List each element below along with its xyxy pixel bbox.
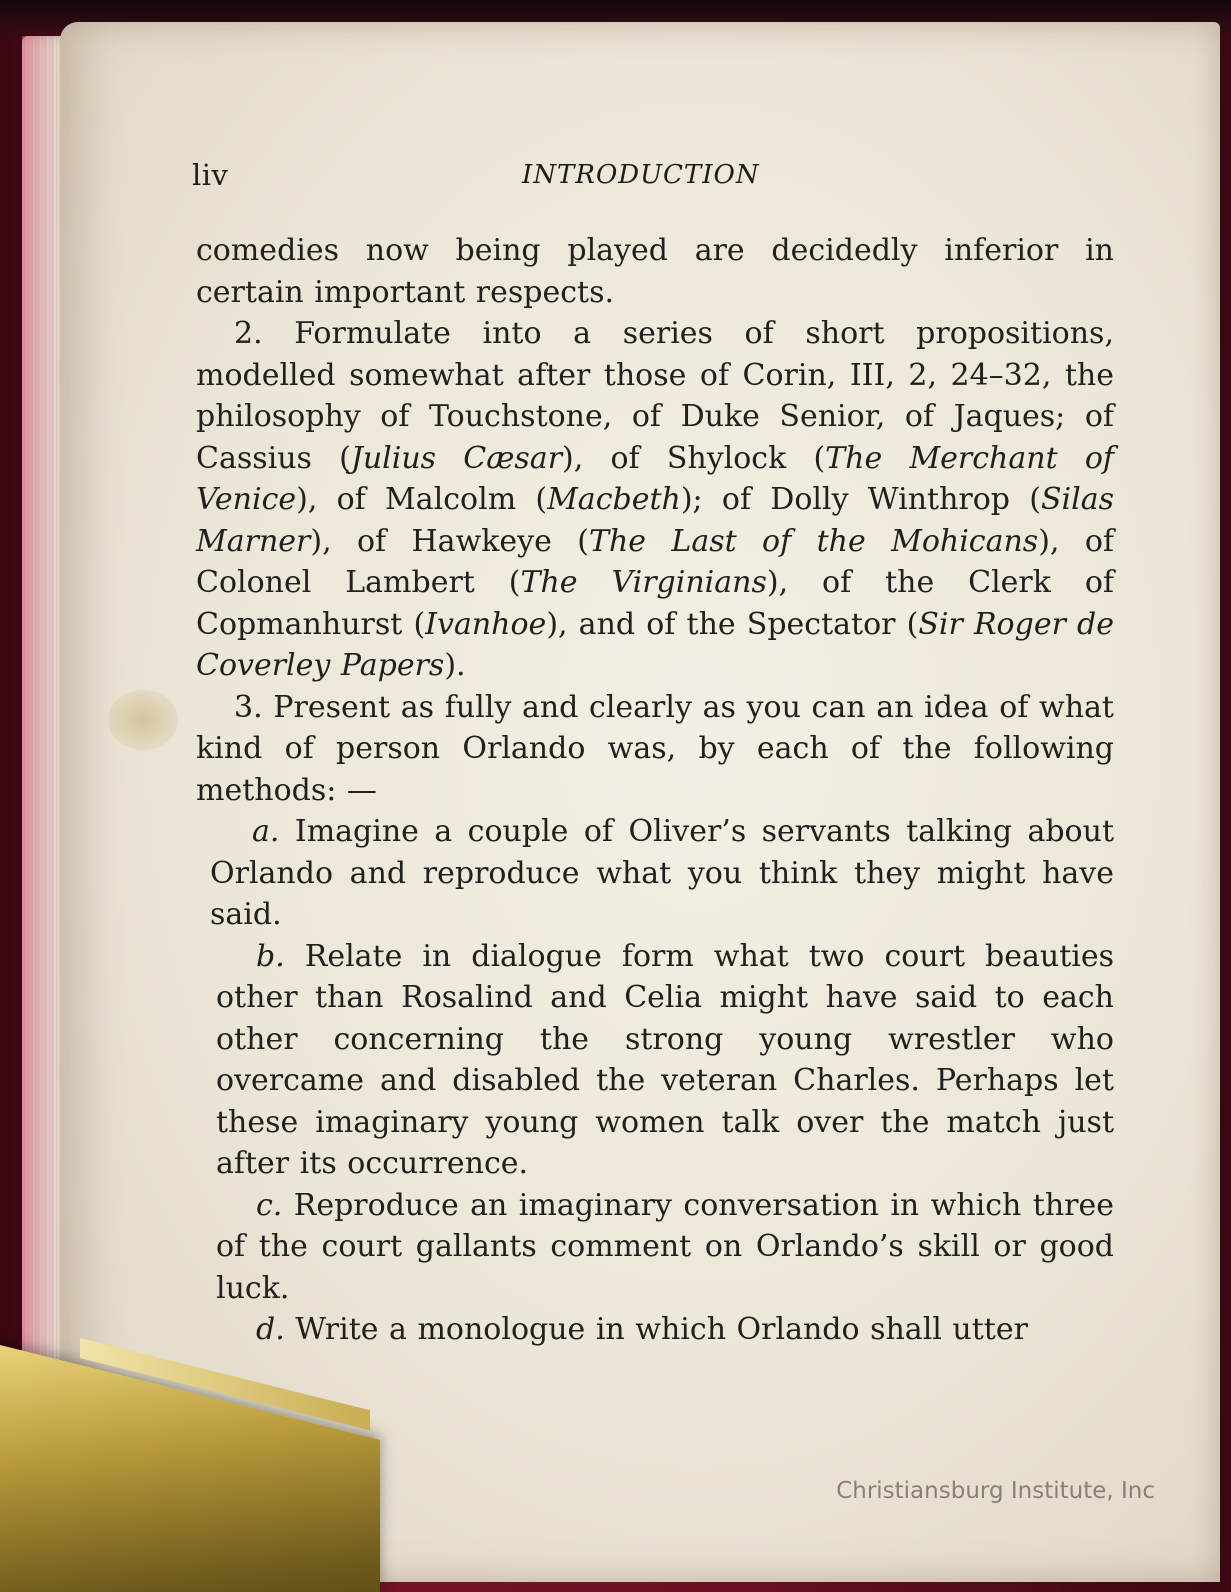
text-run: ), of Shylock ( xyxy=(562,440,826,476)
item-text: Reproduce an imaginary conversation in which three of the court gallants comment on Orlando’s skill or good luck. xyxy=(216,1187,1114,1306)
text-run: ), of the Clerk of Copmanhurst ( xyxy=(196,565,1115,642)
text-run: ). xyxy=(444,648,466,683)
item-text: Imagine a couple of Oliver’s servants talking about Orlando and reproduce what you think they might have said. xyxy=(210,814,1114,932)
paragraph-3: 3. Present as fully and clearly as you can an idea of what kind of person Orlando was, by each of the following methods: — xyxy=(196,689,1114,808)
item-label: a. xyxy=(252,814,280,849)
body-text xyxy=(196,230,1114,1351)
text-run: ), and of the Spectator ( xyxy=(546,606,919,642)
title-last-of-the-mohicans: The Last of the Mohicans xyxy=(588,523,1039,559)
text-run: ), of Colonel Lambert ( xyxy=(196,523,1114,600)
title-silas-marner: Silas Marner xyxy=(196,482,1114,559)
title-merchant-of-venice: The Merchant of Venice xyxy=(196,440,1114,517)
page-stain xyxy=(108,690,178,750)
title-macbeth: Macbeth xyxy=(547,482,681,517)
text-run: ); of Dolly Winthrop ( xyxy=(680,482,1041,517)
item-text: Write a monologue in which Orlando shall utter xyxy=(284,1312,1028,1347)
running-head: INTRODUCTION xyxy=(522,160,760,190)
page-number: liv xyxy=(192,158,229,192)
text-run: ), of Hawkeye ( xyxy=(310,523,589,559)
item-c xyxy=(196,1185,1114,1310)
item-d xyxy=(196,1309,1114,1351)
item-label: c. xyxy=(256,1187,283,1223)
paragraph-2 xyxy=(196,313,1114,687)
watermark: Christiansburg Institute, Inc xyxy=(836,1478,1155,1504)
title-ivanhoe: Ivanhoe xyxy=(425,606,547,642)
title-julius-caesar: Julius Cæsar xyxy=(350,440,563,476)
text-run: 2. Formulate into a series of short propositions, modelled somewhat after those of Corin, III, 2, 24–32, the philosophy of Touchstone, of Duke Senior, of Jaques; of Cassius ( xyxy=(196,316,1114,476)
item-a xyxy=(196,811,1114,936)
item-label: d. xyxy=(256,1312,285,1347)
item-b xyxy=(196,936,1114,1185)
item-text: Relate in dialogue form what two court beauties other than Rosalind and Celia might have said to each other concerning the strong young wrestler who overcame and disabled the veteran Charles. Perhaps let these imaginary young women talk over the match just after its occurrence. xyxy=(216,938,1114,1181)
title-coverley-papers: Sir Roger de Coverley Papers xyxy=(196,606,1115,683)
title-the-virginians: The Virginians xyxy=(520,565,767,600)
text-run: ), of Malcolm ( xyxy=(296,482,548,517)
item-label: b. xyxy=(256,938,285,974)
paragraph-continuation: comedies now being played are decidedly inferior in certain important respects. xyxy=(196,233,1114,310)
